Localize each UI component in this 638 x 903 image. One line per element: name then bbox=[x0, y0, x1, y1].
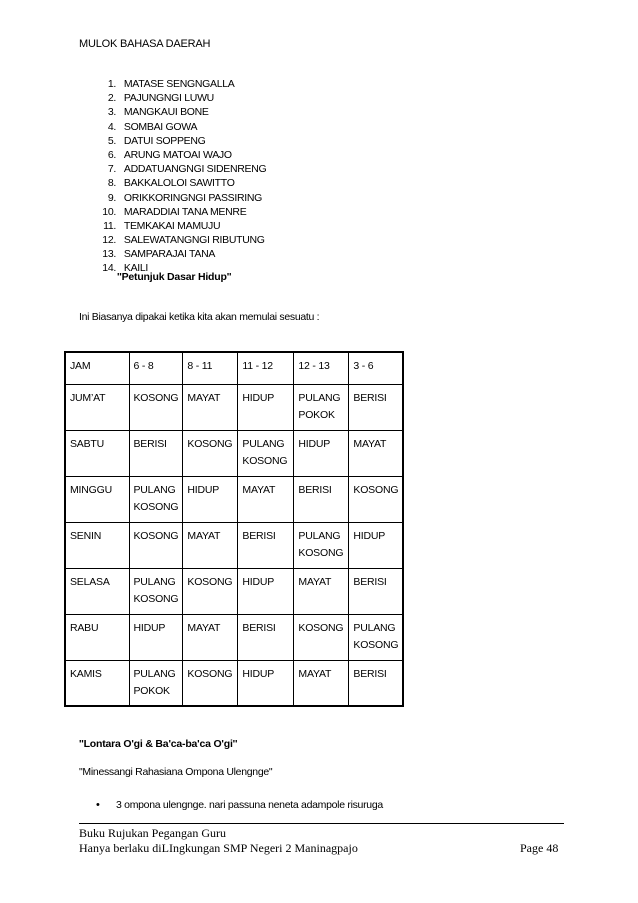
list-item-number: 14. bbox=[102, 262, 116, 275]
list-item bbox=[90, 219, 266, 233]
table-cell: BERISI bbox=[294, 476, 349, 522]
list-item-text: ORIKKORINGNGI PASSIRING bbox=[123, 191, 263, 204]
table-cell: KAMIS bbox=[65, 660, 129, 706]
table-cell: BERISI bbox=[349, 568, 403, 614]
list-item-text: ADDATUANGNGI SIDENRENG bbox=[123, 163, 267, 176]
list-item-text: MARADDIAI TANA MENRE bbox=[123, 205, 247, 218]
list-item-text: MANGKAUI BONE bbox=[123, 106, 209, 119]
table-cell: KOSONG bbox=[183, 660, 238, 706]
list-item bbox=[90, 148, 266, 162]
lontara-heading: ''Lontara O'gi & Ba'ca-ba'ca O'gi'' bbox=[79, 738, 238, 750]
table-cell: JAM bbox=[65, 352, 129, 384]
list-item bbox=[90, 162, 266, 176]
list-item bbox=[90, 205, 266, 219]
table-cell: PULANG KOSONG bbox=[129, 568, 183, 614]
schedule-table bbox=[64, 351, 404, 707]
table-cell: SELASA bbox=[65, 568, 129, 614]
table-row bbox=[65, 522, 403, 568]
list-item-number: 3. bbox=[107, 106, 116, 119]
table-cell: KOSONG bbox=[129, 384, 183, 430]
table-cell: MAYAT bbox=[294, 660, 349, 706]
list-item bbox=[90, 233, 266, 247]
table-cell: HIDUP bbox=[349, 522, 403, 568]
table-cell: MAYAT bbox=[349, 430, 403, 476]
table-cell: JUM’AT bbox=[65, 384, 129, 430]
table-cell: SABTU bbox=[65, 430, 129, 476]
table-cell: MINGGU bbox=[65, 476, 129, 522]
list-item bbox=[90, 91, 266, 105]
table-cell: BERISI bbox=[129, 430, 183, 476]
intro-text: Ini Biasanya dipakai ketika kita akan memulai sesuatu : bbox=[79, 311, 320, 323]
table-cell: PULANG POKOK bbox=[129, 660, 183, 706]
list-item-number: 11. bbox=[103, 219, 116, 232]
bullet-item bbox=[96, 799, 383, 811]
list-item bbox=[90, 134, 266, 148]
list-item-number: 7. bbox=[107, 163, 116, 176]
list-item bbox=[90, 77, 266, 91]
quote-text: "Minessangi Rahasiana Ompona Ulengnge" bbox=[79, 766, 273, 778]
list-item-number: 4. bbox=[107, 120, 116, 133]
table-cell: BERISI bbox=[349, 384, 403, 430]
list-item bbox=[90, 105, 266, 119]
page-number: Page 48 bbox=[520, 841, 559, 855]
footer-divider bbox=[79, 823, 564, 824]
table-cell: MAYAT bbox=[183, 614, 238, 660]
list-item-number: 6. bbox=[107, 148, 116, 161]
table-cell: KOSONG bbox=[183, 430, 238, 476]
list-item-number: 2. bbox=[107, 92, 116, 105]
table-cell: SENIN bbox=[65, 522, 129, 568]
table-cell: PULANG POKOK bbox=[294, 384, 349, 430]
table-cell: 3 - 6 bbox=[349, 352, 403, 384]
list-item-number: 10. bbox=[102, 205, 116, 218]
list-item-number: 12. bbox=[102, 234, 116, 247]
table-cell: MAYAT bbox=[238, 476, 294, 522]
table-row bbox=[65, 660, 403, 706]
table-header-row bbox=[65, 352, 403, 384]
list-item-number: 5. bbox=[107, 134, 116, 147]
list-item-text: KAILI bbox=[123, 262, 149, 275]
table-cell: HIDUP bbox=[183, 476, 238, 522]
subheading: ''Petunjuk Dasar Hidup'' bbox=[117, 271, 232, 283]
table-cell: 6 - 8 bbox=[129, 352, 183, 384]
table-cell: HIDUP bbox=[129, 614, 183, 660]
list-item-text: SOMBAI GOWA bbox=[123, 120, 198, 133]
page-header-title: MULOK BAHASA DAERAH bbox=[79, 38, 211, 50]
list-item-number: 1. bbox=[107, 78, 116, 90]
table-cell: 12 - 13 bbox=[294, 352, 349, 384]
footer-line-2: Hanya berlaku diLIngkungan SMP Negeri 2 Maninagpajo bbox=[79, 841, 358, 855]
table-cell: BERISI bbox=[238, 614, 294, 660]
list-item-number: 9. bbox=[107, 191, 116, 204]
list-item bbox=[90, 120, 266, 134]
table-cell: HIDUP bbox=[294, 430, 349, 476]
table-cell: KOSONG bbox=[183, 568, 238, 614]
list-item bbox=[90, 191, 266, 205]
table-cell: HIDUP bbox=[238, 384, 294, 430]
table-cell: KOSONG bbox=[349, 476, 403, 522]
list-item-text: SAMPARAJAI TANA bbox=[123, 248, 216, 261]
table-row bbox=[65, 614, 403, 660]
list-item-text: PAJUNGNGI LUWU bbox=[123, 92, 214, 105]
table-cell: KOSONG bbox=[294, 614, 349, 660]
table-row bbox=[65, 430, 403, 476]
list-item bbox=[90, 247, 266, 261]
list-item-text: SALEWATANGNGI RIBUTUNG bbox=[123, 234, 265, 247]
table-cell: MAYAT bbox=[294, 568, 349, 614]
table-row bbox=[65, 568, 403, 614]
table-cell: BERISI bbox=[349, 660, 403, 706]
list-item-text: ARUNG MATOAI WAJO bbox=[123, 148, 232, 161]
table-row bbox=[65, 384, 403, 430]
list-item bbox=[90, 176, 266, 190]
table-cell: PULANG KOSONG bbox=[129, 476, 183, 522]
table-cell: KOSONG bbox=[129, 522, 183, 568]
numbered-list bbox=[90, 77, 266, 276]
table-row bbox=[65, 476, 403, 522]
table-cell: PULANG KOSONG bbox=[294, 522, 349, 568]
table-cell: BERISI bbox=[238, 522, 294, 568]
table-cell: 11 - 12 bbox=[238, 352, 294, 384]
table-cell: MAYAT bbox=[183, 384, 238, 430]
list-item-number: 13. bbox=[102, 248, 116, 261]
table-cell: MAYAT bbox=[183, 522, 238, 568]
bullet-symbol: • bbox=[96, 799, 100, 811]
list-item-text: MATASE SENGNGALLA bbox=[123, 78, 235, 90]
footer-line-1: Buku Rujukan Pegangan Guru bbox=[79, 826, 226, 840]
table-cell: HIDUP bbox=[238, 660, 294, 706]
list-item-text: BAKKALOLOI SAWITTO bbox=[123, 177, 235, 190]
bullet-text: 3 ompona ulengnge. nari passuna neneta adampole risuruga bbox=[116, 799, 383, 811]
table-cell: PULANG KOSONG bbox=[349, 614, 403, 660]
list-item-text: TEMKAKAI MAMUJU bbox=[123, 219, 221, 232]
table-cell: HIDUP bbox=[238, 568, 294, 614]
table-cell: PULANG KOSONG bbox=[238, 430, 294, 476]
list-item-number: 8. bbox=[107, 177, 116, 190]
table-cell: RABU bbox=[65, 614, 129, 660]
list-item-text: DATUI SOPPENG bbox=[123, 134, 206, 147]
table-cell: 8 - 11 bbox=[183, 352, 238, 384]
